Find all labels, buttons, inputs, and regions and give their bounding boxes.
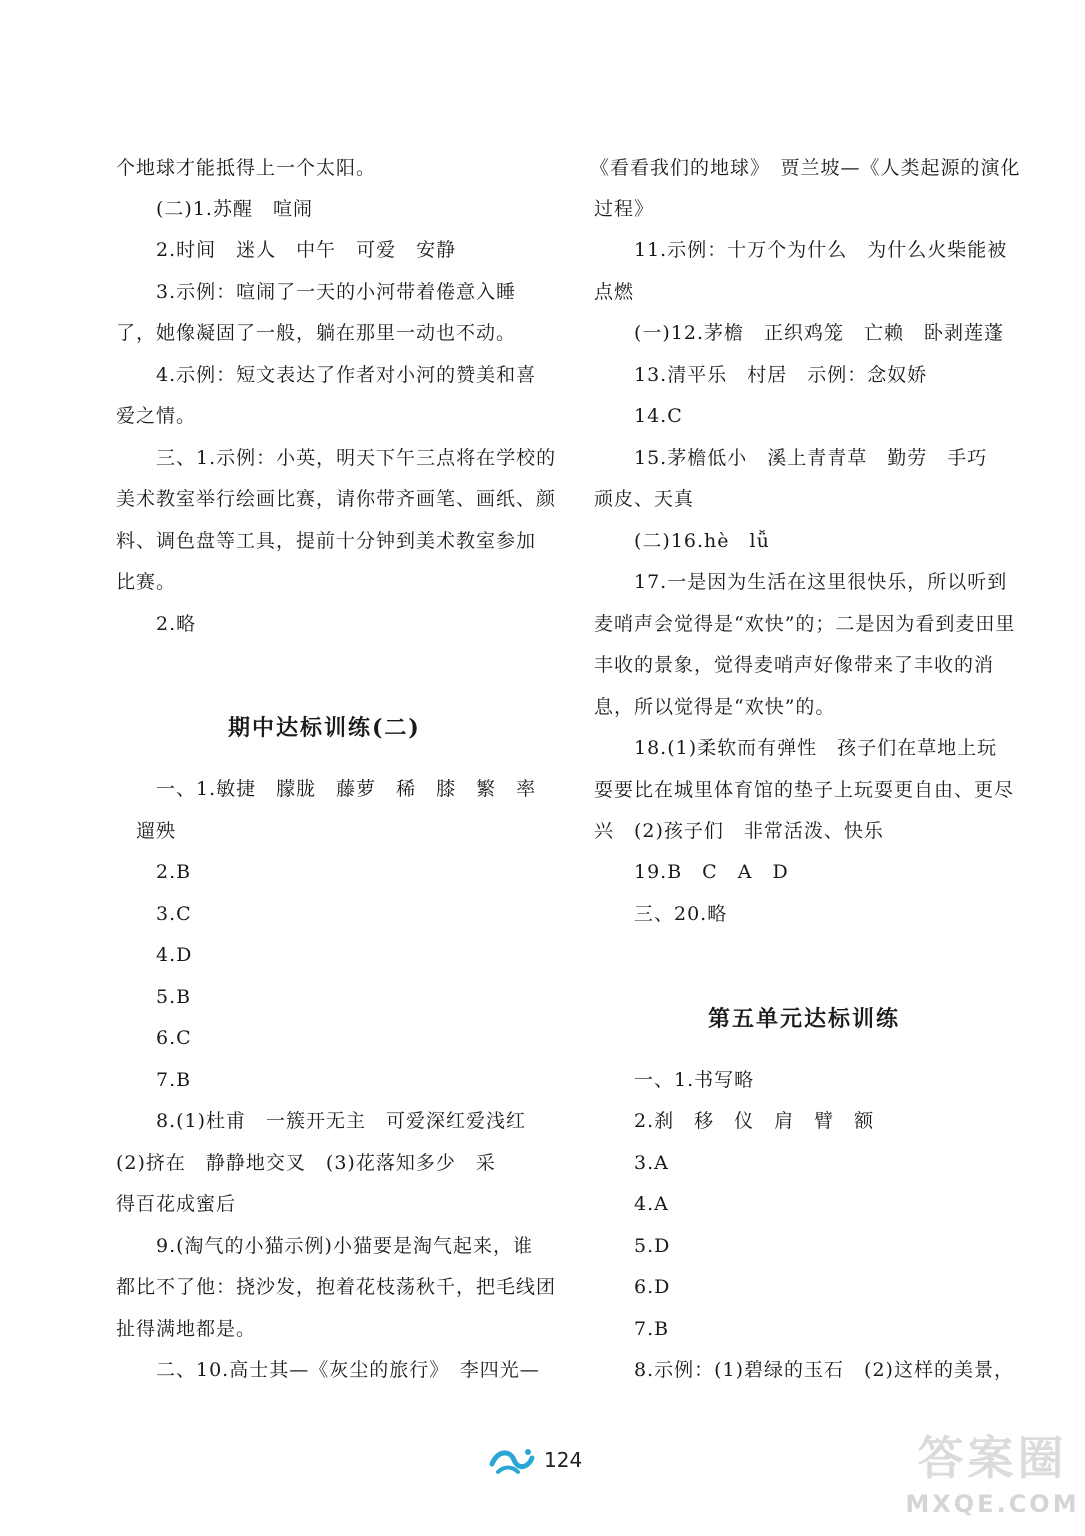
left-line-11: 比赛。 [116,571,177,593]
right-line-27: 8.示例：(1)碧绿的玉石 (2)这样的美景， [634,1359,1014,1381]
right-line-6: 13.清平乐 村居 示例：念奴娇 [634,364,928,386]
left-line-7: 爱之情。 [116,405,197,427]
right-line-15: 18.(1)柔软而有弹性 孩子们在草地上玩 [634,737,998,759]
right-line-21: 2.刹 移 仪 肩 臂 额 [634,1110,875,1132]
left-line-6: 4.示例：短文表达了作者对小河的赞美和喜 [156,364,537,386]
watermark-domain: MXQE.COM [905,1490,1080,1518]
right-line-13: 丰收的景象，觉得麦哨声好像带来了丰收的消 [594,654,995,676]
right-line-7: 14.C [634,405,683,427]
right-line-12: 麦哨声会觉得是“欢快”的；二是因为看到麦田里 [594,613,1016,635]
left-line-4: 3.示例：喧闹了一天的小河带着倦意入睡 [156,281,517,303]
left-line-16: 3.C [156,903,192,925]
right-line-2: 过程》 [594,198,655,220]
left-line-26: 扯得满地都是。 [116,1318,257,1340]
left-line-20: 7.B [156,1069,192,1091]
right-line-24: 5.D [634,1235,671,1257]
right-line-16: 耍要比在城里体育馆的垫子上玩耍更自由、更尽 [594,779,1015,801]
right-line-26: 7.B [634,1318,670,1340]
right-line-25: 6.D [634,1276,671,1298]
right-line-11: 17.一是因为生活在这里很快乐，所以听到 [634,571,1008,593]
right-line-23: 4.A [634,1193,669,1215]
left-line-19: 6.C [156,1027,192,1049]
left-line-2: (二)1.苏醒 喧闹 [156,198,313,220]
left-line-3: 2.时间 迷人 中午 可爱 安静 [156,239,457,261]
left-line-5: 了，她像凝固了一般，躺在那里一动也不动。 [116,322,517,344]
right-line-4: 点燃 [594,281,635,303]
left-line-23: 得百花成蜜后 [116,1193,237,1215]
watermark [905,1410,1080,1530]
right-line-14: 息，所以觉得是“欢快”的。 [594,696,836,718]
right-line-8: 15.茅檐低小 溪上青青草 勤劳 手巧 [634,447,988,469]
left-line-12: 2.略 [156,613,197,635]
left-line-8: 三、1.示例：小英，明天下午三点将在学校的 [156,447,557,469]
right-line-20: 一、1.书写略 [634,1069,755,1091]
page-decoration-icon [488,1444,536,1478]
left-line-18: 5.B [156,986,192,1008]
right-line-9: 顽皮、天真 [594,488,695,510]
right-line-18: 19.B C A D [634,861,789,883]
watermark-logo-text: 答案圈 [917,1431,1068,1485]
right-line-10: (二)16.hè lǚ [634,530,770,552]
left-line-27: 二、10.高士其—《灰尘的旅行》 李四光— [156,1359,540,1381]
left-line-25: 都比不了他：挠沙发，抱着花枝荡秋千，把毛线团 [116,1276,557,1298]
left-line-14: 遛殃 [136,820,177,842]
left-line-24: 9.(淘气的小猫示例)小猫要是淘气起来，谁 [156,1235,533,1257]
left-line-9: 美术教室举行绘画比赛，请你带齐画笔、画纸、颜 [116,488,557,510]
section-title-midterm: 期中达标训练(二) [228,715,421,741]
right-line-3: 11.示例：十万个为什么 为什么火柴能被 [634,239,1008,261]
left-line-1: 个地球才能抵得上一个太阳。 [116,157,377,179]
left-line-17: 4.D [156,944,193,966]
right-line-22: 3.A [634,1152,669,1174]
right-line-1: 《看看我们的地球》 贾兰坡—《人类起源的演化 [590,157,1021,179]
left-line-10: 料、调色盘等工具，提前十分钟到美术教室参加 [116,530,537,552]
right-line-17: 兴 (2)孩子们 非常活泼、快乐 [594,820,884,842]
section-title-unit5: 第五单元达标训练 [708,1006,901,1032]
left-line-22: (2)挤在 静静地交叉 (3)花落知多少 采 [116,1152,496,1174]
left-line-15: 2.B [156,861,192,883]
right-line-19: 三、20.略 [634,903,728,925]
page-number: 124 [544,1448,583,1472]
left-line-21: 8.(1)杜甫 一簇开无主 可爱深红爱浅红 [156,1110,527,1132]
left-line-13: 一、1.敏捷 朦胧 藤萝 稀 膝 繁 率 [156,778,537,800]
right-line-5: (一)12.茅檐 正织鸡笼 亡赖 卧剥莲蓬 [634,322,1005,344]
